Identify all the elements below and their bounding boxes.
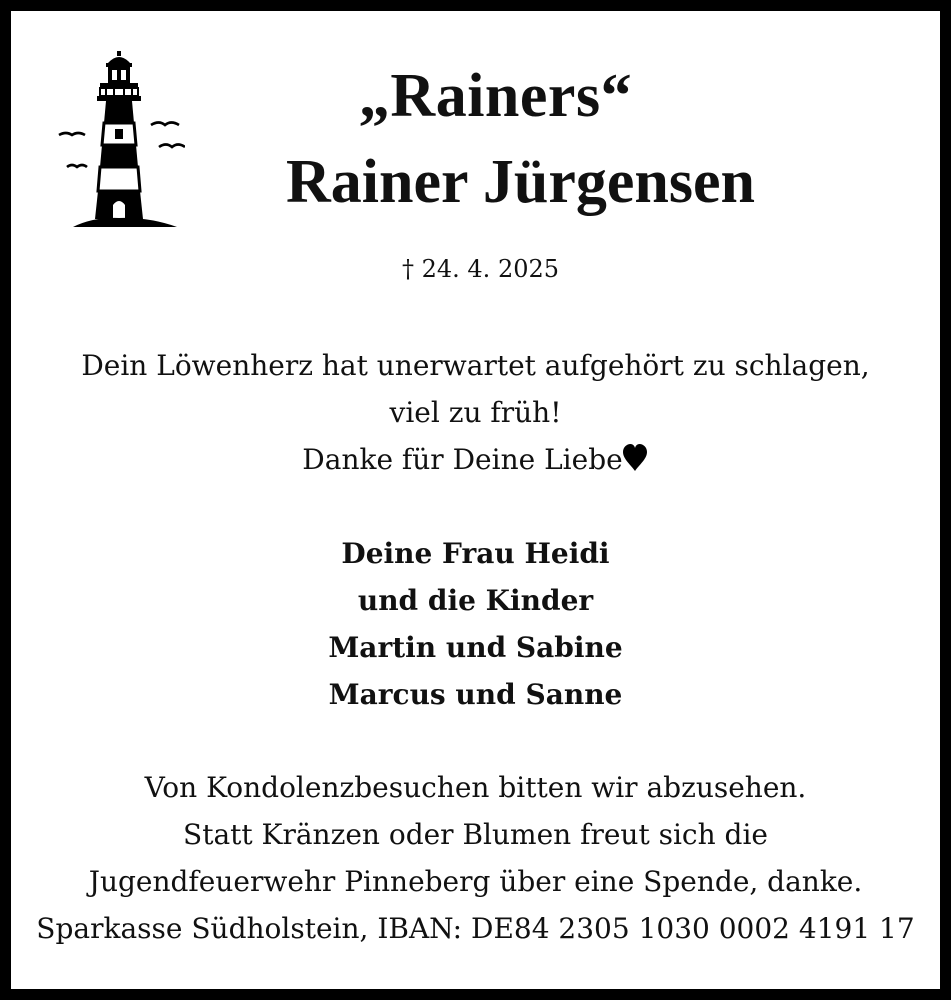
- mourner-line: Deine Frau Heidi: [341, 537, 610, 570]
- notice-line: Von Kondolenzbesuchen bitten wir abzusehen.: [144, 771, 807, 804]
- mourner-line: Marcus und Sanne: [328, 678, 623, 711]
- donation-notice: [11, 764, 940, 952]
- death-date: † 24. 4. 2025: [401, 255, 560, 283]
- verse: [11, 342, 940, 483]
- nickname: „Rainers“: [358, 62, 633, 130]
- mourner-line: und die Kinder: [357, 584, 594, 617]
- deceased-name: Rainer Jürgensen: [285, 148, 756, 216]
- notice-line: Statt Kränzen oder Blumen freut sich die: [183, 818, 768, 851]
- bank-details: Sparkasse Südholstein, IBAN: DE84 2305 1030 0002 4191 17: [36, 912, 915, 945]
- verse-line: Dein Löwenherz hat unerwartet aufgehört zu schlagen,: [81, 349, 870, 382]
- mourner-line: Martin und Sabine: [328, 631, 623, 664]
- notice-line: Jugendfeuerwehr Pinneberg über eine Spende, danke.: [88, 865, 863, 898]
- verse-line: viel zu früh!: [389, 396, 562, 429]
- verse-line: Danke für Deine Liebe: [11, 436, 940, 483]
- mourners: [11, 530, 940, 718]
- heart-icon: [621, 443, 649, 473]
